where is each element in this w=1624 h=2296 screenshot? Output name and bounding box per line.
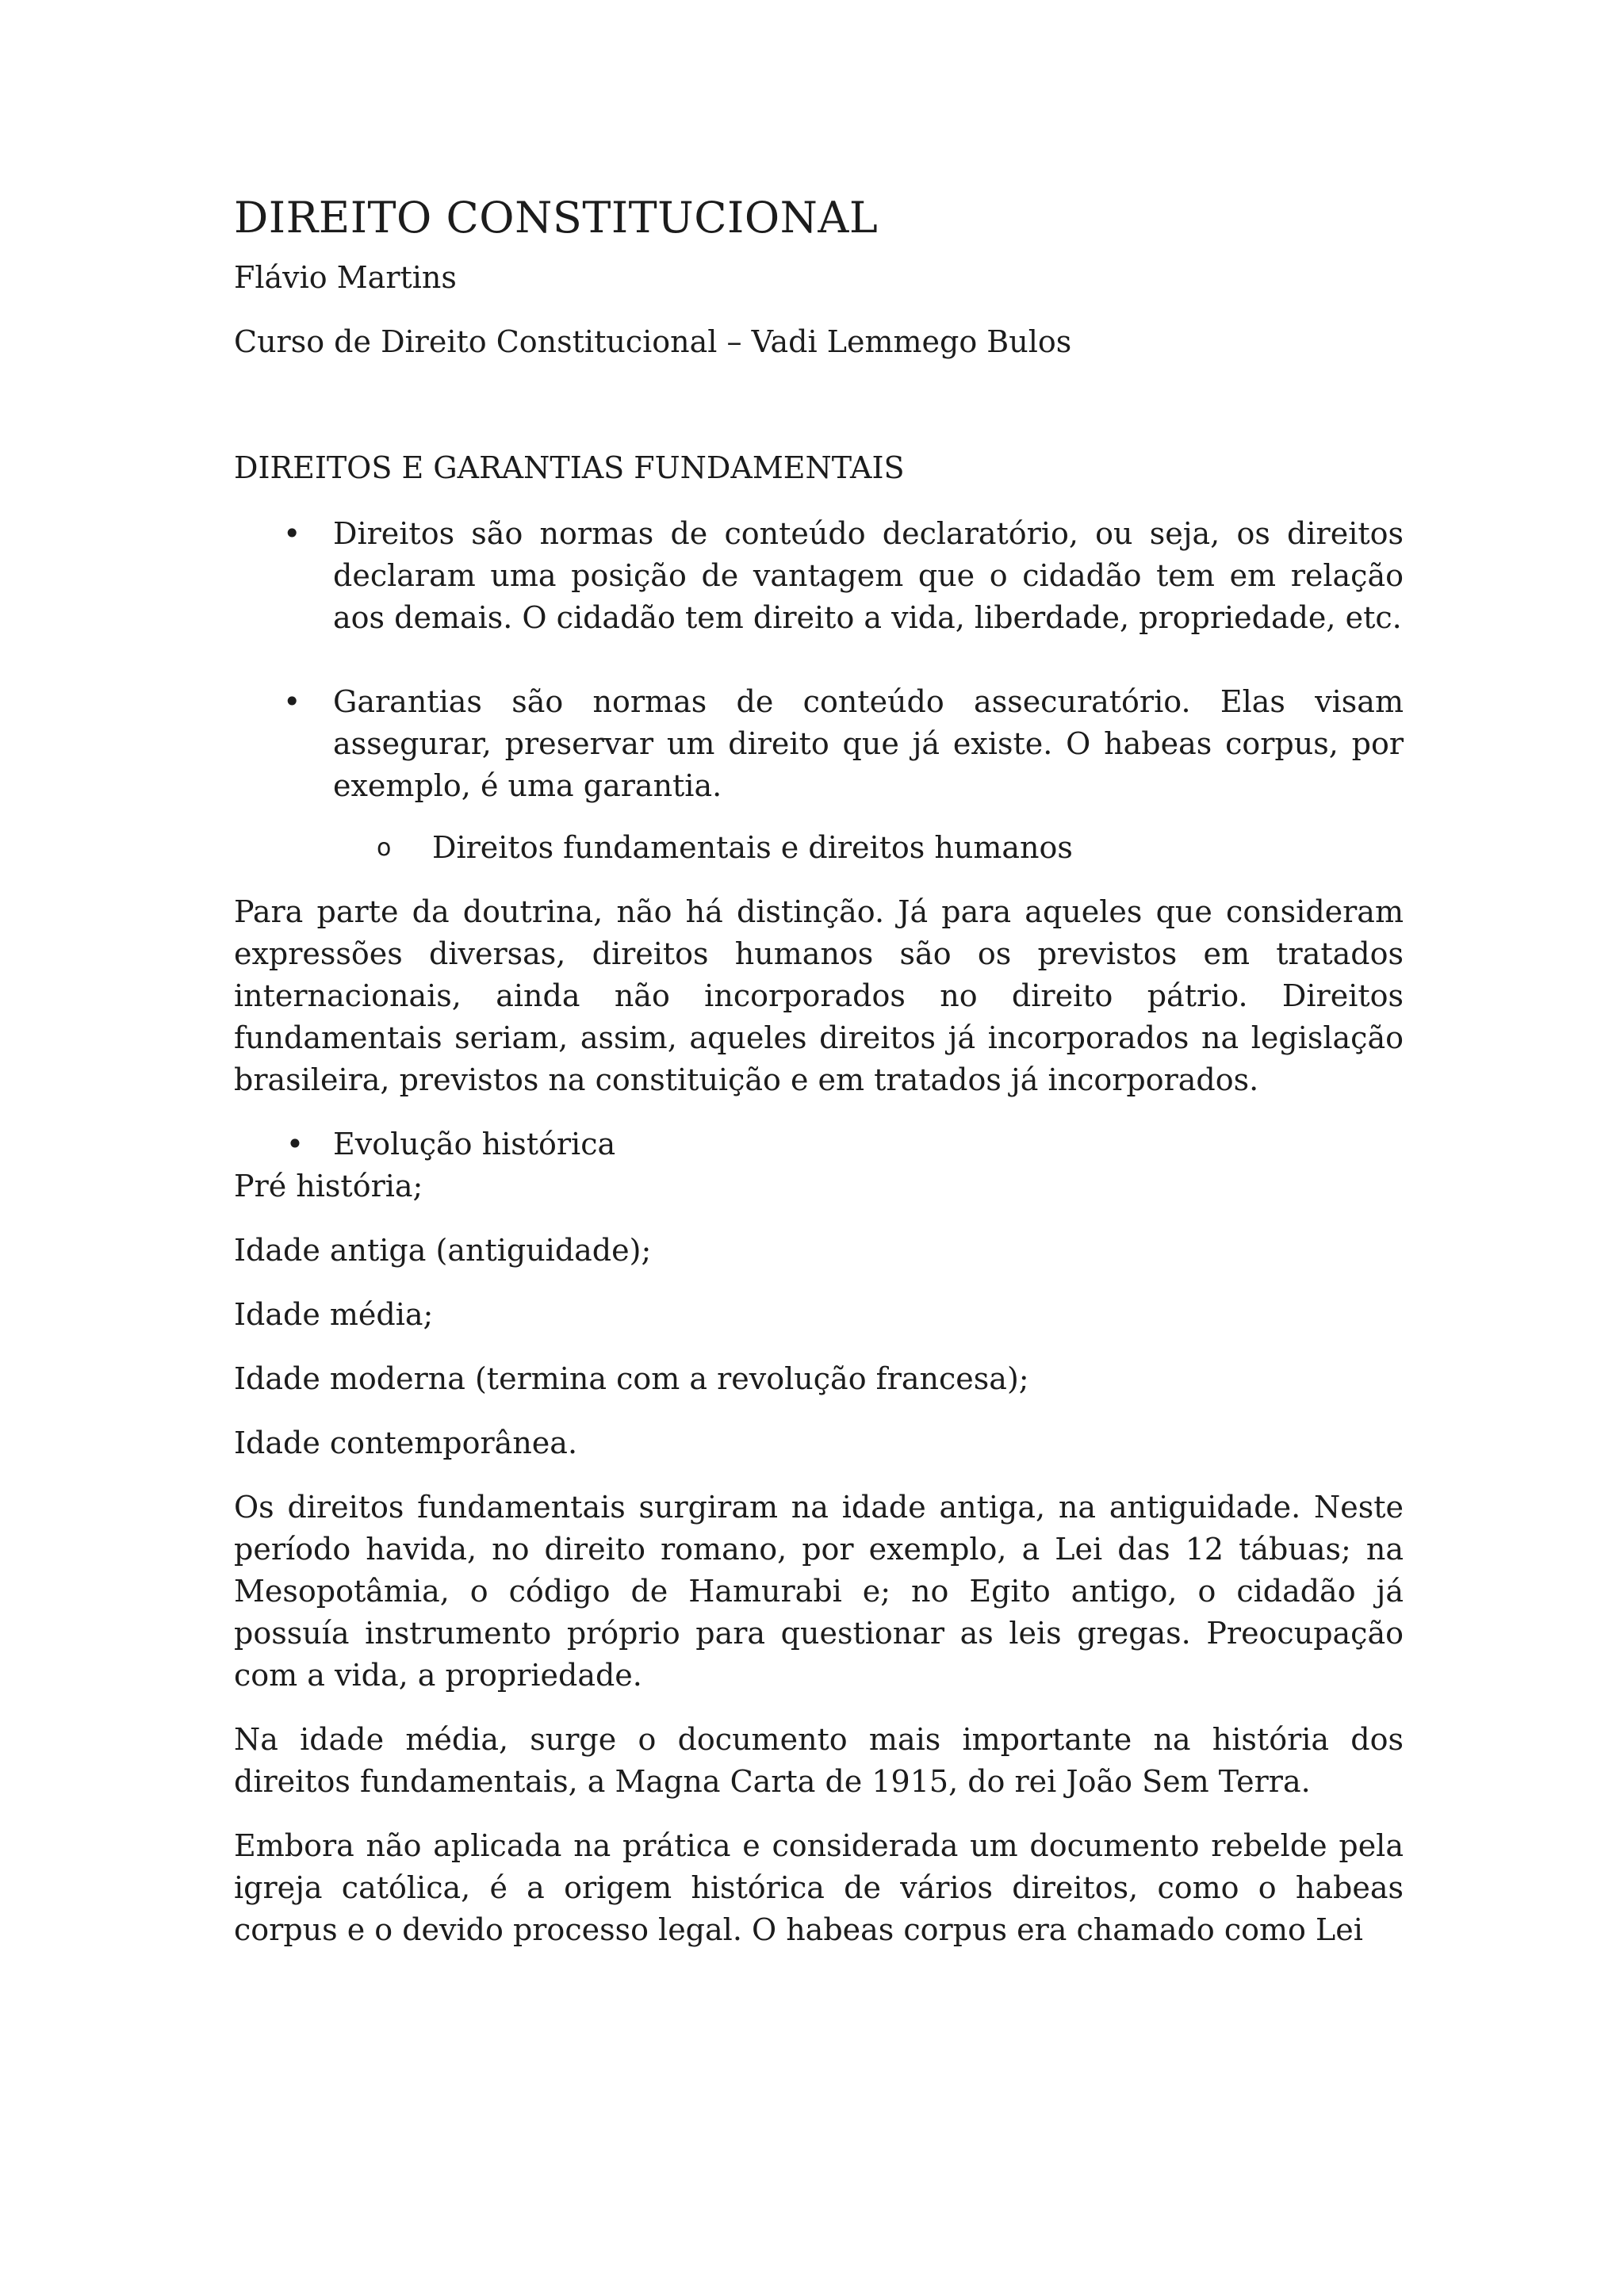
bullet-text: Evolução histórica bbox=[333, 1127, 616, 1161]
bullet-text: Direitos são normas de conteúdo declaratório, ou seja, os direitos declaram uma posição de vantagem que o cidadão tem em relação aos demais. O cidadão tem direito a vida, liberdade, propriedade, etc. bbox=[333, 516, 1404, 635]
sub-bullet-text: Direitos fundamentais e direitos humanos bbox=[432, 830, 1073, 865]
period-line: Idade contemporânea. bbox=[234, 1425, 578, 1460]
section-heading: DIREITOS E GARANTIAS FUNDAMENTAIS bbox=[234, 450, 905, 485]
bullet-item bbox=[234, 513, 1404, 639]
hollow-bullet-icon: o bbox=[377, 834, 392, 862]
bullet-list bbox=[234, 1123, 1404, 1165]
author-name: Flávio Martins bbox=[234, 260, 457, 295]
period-line: Idade moderna (termina com a revolução francesa); bbox=[234, 1361, 1029, 1396]
period-line: Pré história; bbox=[234, 1169, 423, 1203]
period-line: Idade média; bbox=[234, 1297, 434, 1332]
bullet-icon: • bbox=[283, 684, 301, 719]
course-reference: Curso de Direito Constitucional – Vadi Lemmego Bulos bbox=[234, 324, 1072, 359]
bullet-item bbox=[234, 681, 1404, 807]
bullet-list bbox=[234, 513, 1404, 807]
paragraph: Embora não aplicada na prática e considerada um documento rebelde pela igreja católica, é a origem histórica de vários direitos, como o habeas corpus e o devido processo legal. O habeas corpus era chamado como Lei bbox=[234, 1828, 1404, 1947]
bullet-icon: • bbox=[283, 516, 301, 551]
bullet-icon: • bbox=[285, 1127, 304, 1161]
paragraph: Os direitos fundamentais surgiram na idade antiga, na antiguidade. Neste período havida, no direito romano, por exemplo, a Lei das 12 tábuas; na Mesopotâmia, o código de Hamurabi e; no Egito antigo, o cidadão já possuía instrumento próprio para questionar as leis gregas. Preocupação com a vida, a propriedade. bbox=[234, 1490, 1404, 1693]
bullet-item bbox=[234, 1123, 1404, 1165]
sub-bullet-item bbox=[234, 827, 1404, 869]
bullet-text: Garantias são normas de conteúdo assecuratório. Elas visam assegurar, preservar um direito que já existe. O habeas corpus, por exemplo, é uma garantia. bbox=[333, 684, 1404, 803]
paragraph: Para parte da doutrina, não há distinção. Já para aqueles que consideram expressões diversas, direitos humanos são os previstos em tratados internacionais, ainda não incorporados no direito pátrio. Direitos fundamentais seriam, assim, aqueles direitos já incorporados na legislação brasileira, previstos na constituição e em tratados já incorporados. bbox=[234, 894, 1404, 1097]
paragraph: Na idade média, surge o documento mais importante na história dos direitos fundamentais, a Magna Carta de 1915, do rei João Sem Terra. bbox=[234, 1722, 1404, 1799]
period-line: Idade antiga (antiguidade); bbox=[234, 1233, 652, 1268]
document-title: DIREITO CONSTITUCIONAL bbox=[234, 193, 879, 243]
document-page bbox=[234, 190, 1404, 1973]
